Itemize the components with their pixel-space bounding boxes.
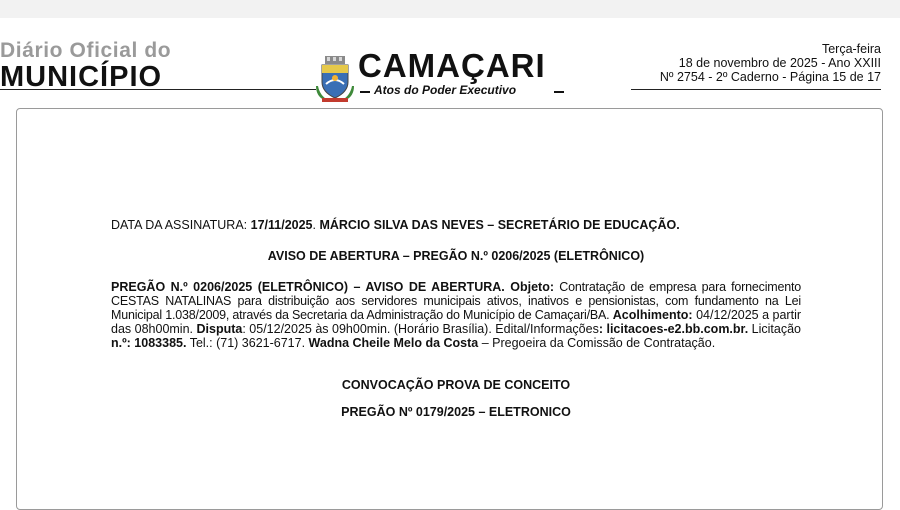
notice-object: Contratação de empresa para fornecimento CESTAS NATALINAS para distribuição aos servidores municipais ativos, inativos e pensionistas, com fundamento na Lei Municipal 1.038/2009, através da Secretaria da Administração do Município de Camaçari/BA. [111,280,802,322]
gazette-title-line1: Diário Oficial do [0,39,172,62]
signature-date: 17/11/2025 [250,218,313,232]
telephone: Tel.: (71) 3621-6717. [186,336,309,350]
signatory: MÁRCIO SILVA DAS NEVES – SECRETÁRIO DE EDUCAÇÃO. [319,218,680,232]
header-rule-left [0,89,316,90]
coat-of-arms-icon [316,56,354,102]
gazette-title-line2: MUNICÍPIO [0,61,163,93]
subtitle-dash-left [360,91,370,93]
subtitle-dash-right [554,91,564,93]
site-link: : licitacoes-e2.bb.com.br. [598,322,749,336]
top-bar [0,0,900,18]
header-rule-right [631,89,881,90]
city-name: CAMAÇARI [358,47,546,84]
notice-heading: AVISO DE ABERTURA – PREGÃO N.º 0206/2025 (ELETRÔNICO) [267,249,645,263]
issue-date: 18 de novembro de 2025 - Ano XXIII [678,56,881,70]
subtitle: Atos do Poder Executivo [374,83,517,97]
official-name: Wadna Cheile Melo da Costa [308,336,479,350]
masthead [0,18,900,106]
notice-lead: PREGÃO N.º 0206/2025 (ELETRÔNICO) – AVISO DE ABERTURA. Objeto: [111,280,554,294]
issue-info [660,42,881,84]
convocation-subheading: PREGÃO Nº 0179/2025 – ELETRONICO [341,405,571,419]
signature-line [111,218,801,232]
licitacao-label: Licitação [748,322,802,336]
licitacao-number: n.º: 1083385. [111,336,187,350]
official-role: – Pregoeira da Comissão de Contratação. [478,336,716,350]
convocation-heading: CONVOCAÇÃO PROVA DE CONCEITO [341,378,571,392]
signature-label: DATA DA ASSINATURA: [111,218,251,232]
document-content [111,218,801,419]
acolhimento-label: Acolhimento: [612,308,693,322]
notice-paragraph [111,280,801,350]
weekday: Terça-feira [821,42,881,56]
acolhimento-text: 04/12/2025 a partir das 08h00min. [111,308,802,336]
subtitle-bar [358,84,570,98]
disputa-label: Disputa [196,322,243,336]
disputa-text: : 05/12/2025 às 09h00min. (Horário Brasília). Edital/Informações [242,322,599,336]
edition-info: Nº 2754 - 2º Caderno - Página 15 de 17 [659,70,881,84]
signature-separator: . [312,218,320,232]
gazette-title [0,40,171,92]
